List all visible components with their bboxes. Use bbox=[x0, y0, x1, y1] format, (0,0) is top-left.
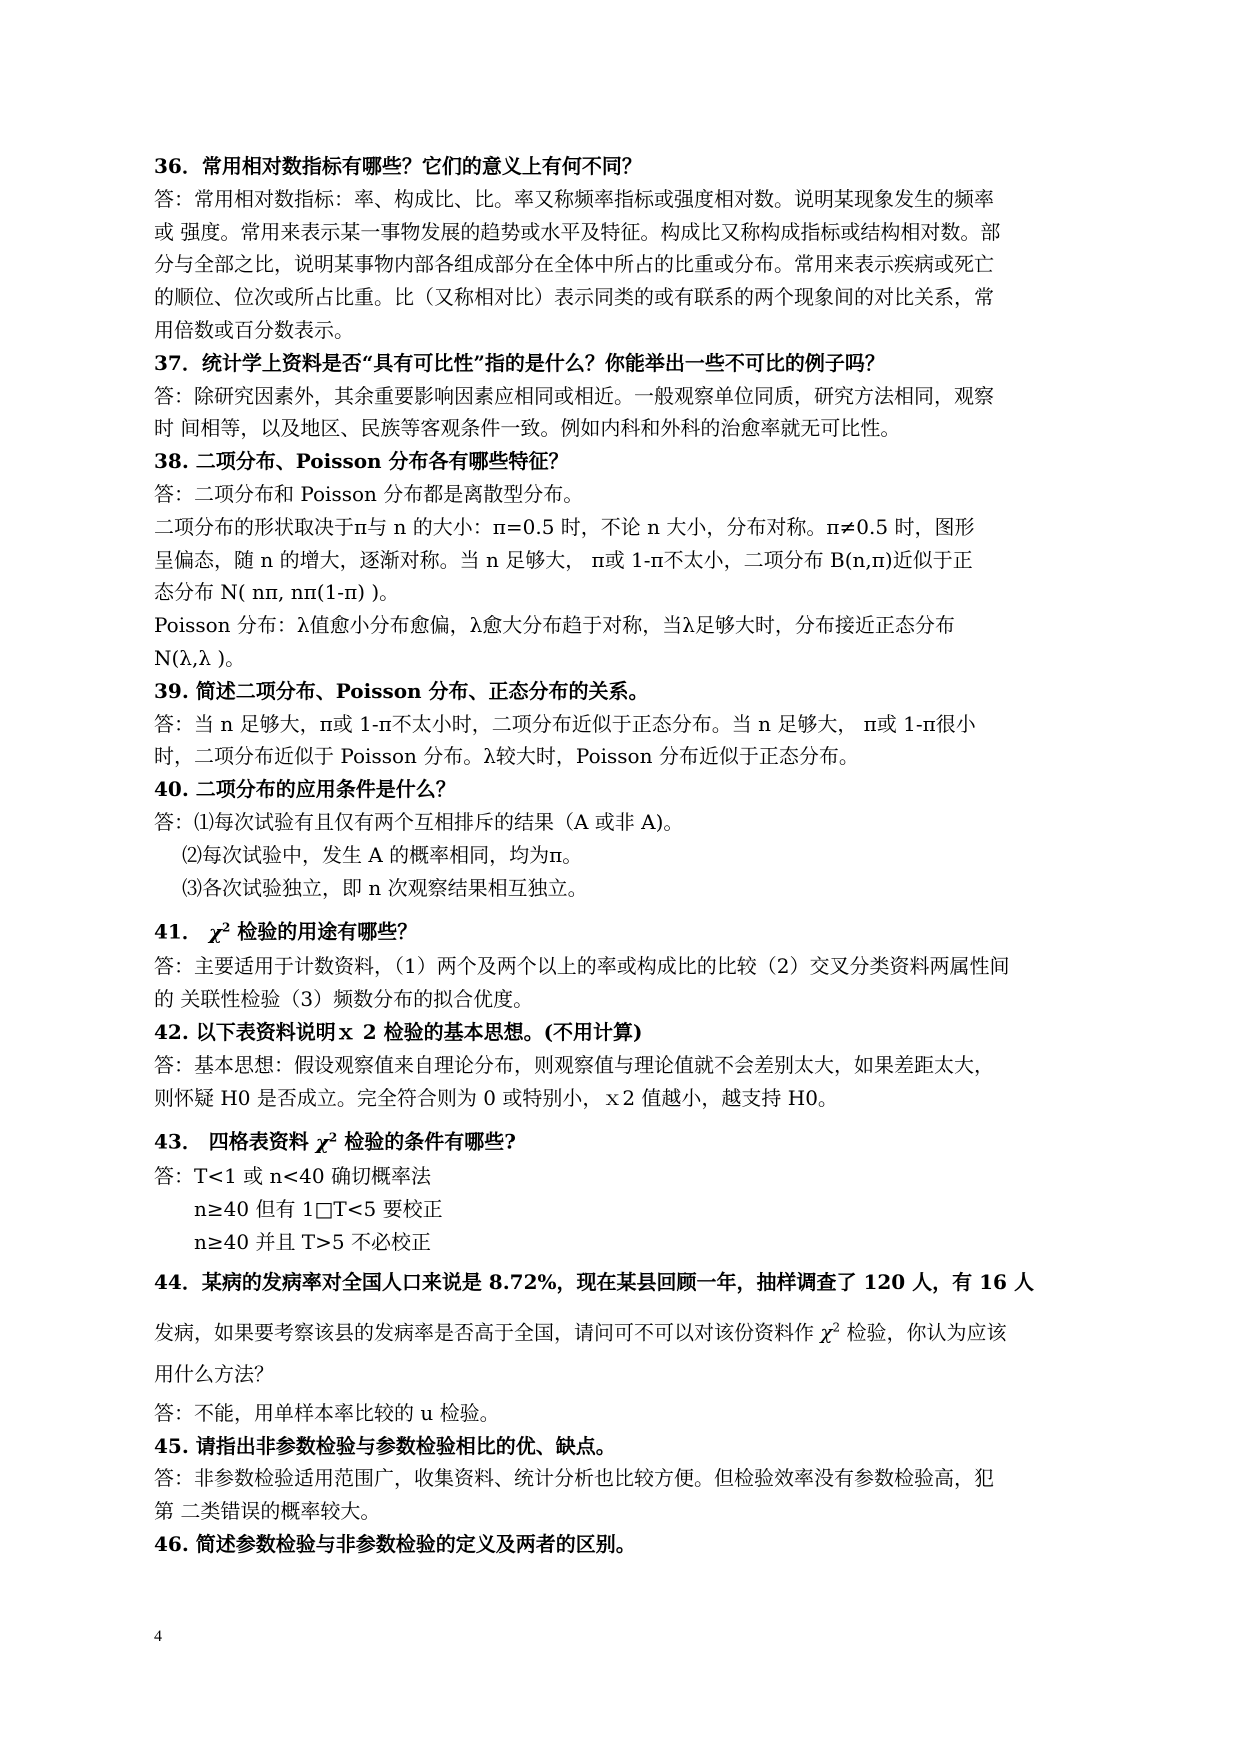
question-41 bbox=[154, 904, 1094, 950]
question-44-text: 检验，你认为应该 bbox=[846, 1320, 1007, 1345]
question-44-line bbox=[154, 1305, 1094, 1351]
question-43 bbox=[154, 1114, 1094, 1160]
question-42: 42. 以下表资料说明ｘ 2 检验的基本思想。(不用计算) bbox=[154, 1019, 643, 1044]
chi-square-symbol: $\chi^2$ bbox=[315, 1129, 338, 1154]
question-40: 40. 二项分布的应用条件是什么？ bbox=[154, 777, 456, 802]
question-36: 36．常用相对数指标有哪些？它们的意义上有何不同？ bbox=[154, 154, 642, 178]
document-body bbox=[154, 150, 1094, 1561]
answer-37-line: 答：除研究因素外，其余重要影响因素应相同或相近。一般观察单位同质，研究方法相同，观察 bbox=[154, 383, 994, 408]
answer-38-line: 答：二项分布和 Poisson 分布都是离散型分布。 bbox=[154, 481, 584, 506]
answer-38-line: 呈偏态，随 n 的增大，逐渐对称。当 n 足够大， π或 1-π不太小，二项分布 B(n,π)近似于正 bbox=[154, 547, 973, 572]
answer-44: 答：不能，用单样本率比较的 u 检验。 bbox=[154, 1400, 500, 1425]
answer-36-line: 分与全部之比，说明某事物内部各组成部分在全体中所占的比重或分布。常用来表示疾病或死亡 bbox=[154, 252, 994, 277]
answer-36-line: 用倍数或百分数表示。 bbox=[154, 317, 354, 342]
answer-43-line: n≥40 并且 T>5 不必校正 bbox=[194, 1229, 431, 1254]
answer-41-line: 答：主要适用于计数资料，（1）两个及两个以上的率或构成比的比较（2）交叉分类资料两属性间 bbox=[154, 954, 1010, 979]
question-43-prefix: 43． 四格表资料 bbox=[154, 1129, 309, 1154]
answer-36-line: 的顺位、位次或所占比重。比（又称相对比）表示同类的或有联系的两个现象间的对比关系，常 bbox=[154, 285, 994, 310]
answer-37-line: 时 间相等，以及地区、民族等客观条件一致。例如内科和外科的治愈率就无可比性。 bbox=[154, 416, 901, 441]
page-number: 4 bbox=[154, 1628, 162, 1645]
question-41-prefix: 41． bbox=[154, 919, 202, 944]
answer-45-line: 第 二类错误的概率较大。 bbox=[154, 1499, 381, 1524]
answer-38-line: N(λ,λ )。 bbox=[154, 645, 246, 670]
answer-41-line: 的 关联性检验（3）频数分布的拟合优度。 bbox=[154, 987, 534, 1012]
answer-39-line: 答：当 n 足够大，π或 1-π不太小时，二项分布近似于正态分布。当 n 足够大， π或 1-π很小 bbox=[154, 711, 976, 736]
answer-43-line: n≥40 但有 1□T<5 要校正 bbox=[194, 1197, 443, 1222]
answer-38-line: 态分布 N( nπ, nπ(1-π) )。 bbox=[154, 580, 400, 605]
answer-38-line: 二项分布的形状取决于π与 n 的大小：π=0.5 时，不论 n 大小，分布对称。π≠0.5 时，图形 bbox=[154, 514, 975, 539]
chi-square-symbol: $\chi^2$ bbox=[820, 1320, 841, 1345]
answer-36-line: 或 强度。常用来表示某一事物发展的趋势或水平及特征。构成比又称构成指标或结构相对数。部 bbox=[154, 219, 1001, 244]
answer-42-line: 则怀疑 H0 是否成立。完全符合则为 0 或特别小，ｘ2 值越小，越支持 H0。 bbox=[154, 1085, 838, 1110]
question-41-text: 检验的用途有哪些？ bbox=[237, 919, 418, 944]
answer-40-line: 答：⑴每次试验有且仅有两个互相排斥的结果（A 或非 A)。 bbox=[154, 809, 684, 834]
question-37: 37．统计学上资料是否“具有可比性”指的是什么？你能举出一些不可比的例子吗？ bbox=[154, 350, 885, 375]
question-44-text: 发病，如果要考察该县的发病率是否高于全国，请问可不可以对该份资料作 bbox=[154, 1320, 814, 1345]
question-45: 45. 请指出非参数检验与参数检验相比的优、缺点。 bbox=[154, 1433, 616, 1458]
answer-40-subitem: ⑵每次试验中，发生 A 的概率相同，均为π。 bbox=[182, 842, 583, 867]
question-38: 38. 二项分布、Poisson 分布各有哪些特征？ bbox=[154, 449, 569, 474]
answer-36-line: 答：常用相对数指标：率、构成比、比。率又称频率指标或强度相对数。说明某现象发生的频率 bbox=[154, 186, 994, 211]
chi-square-symbol: $\chi^2$ bbox=[208, 919, 231, 944]
answer-40-subitem: ⑶各次试验独立，即 n 次观察结果相互独立。 bbox=[182, 875, 588, 900]
answer-45-line: 答：非参数检验适用范围广，收集资料、统计分析也比较方便。但检验效率没有参数检验高，犯 bbox=[154, 1466, 994, 1491]
question-46: 46. 简述参数检验与非参数检验的定义及两者的区别。 bbox=[154, 1531, 636, 1556]
question-39: 39. 简述二项分布、Poisson 分布、正态分布的关系。 bbox=[154, 678, 649, 703]
answer-42-line: 答：基本思想：假设观察值来自理论分布，则观察值与理论值就不会差别太大，如果差距太大， bbox=[154, 1052, 994, 1077]
question-43-text: 检验的条件有哪些? bbox=[344, 1129, 516, 1154]
question-44-line: 用什么方法？ bbox=[154, 1361, 274, 1386]
answer-39-line: 时，二项分布近似于 Poisson 分布。λ较大时，Poisson 分布近似于正态分布。 bbox=[154, 744, 859, 769]
answer-38-line: Poisson 分布：λ值愈小分布愈偏，λ愈大分布趋于对称，当λ足够大时，分布接近正态分布 bbox=[154, 613, 955, 638]
question-44-line: 44．某病的发病率对全国人口来说是 8.72%，现在某县回顾一年，抽样调查了 120 人，有 16 人 bbox=[154, 1269, 1034, 1294]
answer-43-line: 答：T<1 或 n<40 确切概率法 bbox=[154, 1164, 431, 1189]
